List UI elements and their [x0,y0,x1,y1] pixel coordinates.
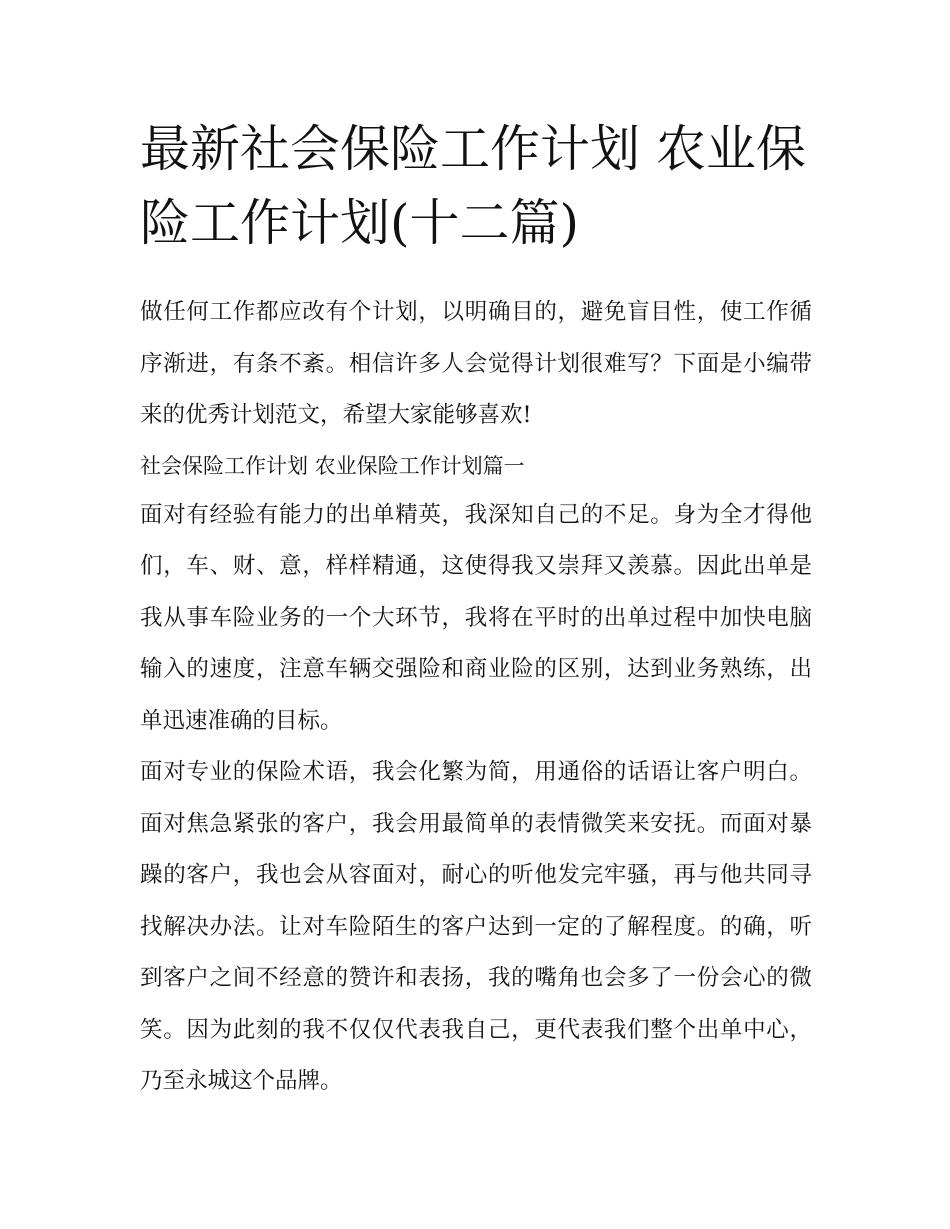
document-page [140,112,812,1108]
body-paragraph-1: 面对有经验有能力的出单精英，我深知自己的不足。身为全才得他们，车、财、意，样样精通，这使得我又崇拜又羡慕。因此出单是我从事车险业务的一个大环节，我将在平时的出单过程中加快电脑输入的速度，注意车辆交强险和商业险的区别，达到业务熟练，出单迅速准确的目标。 [140,501,812,734]
section-heading: 社会保险工作计划 农业保险工作计划篇一 [140,453,525,478]
document-title: 最新社会保险工作计划 农业保险工作计划(十二篇) [140,120,806,252]
intro-paragraph: 做任何工作都应改有个计划，以明确目的，避免盲目性，使工作循序渐进，有条不紊。相信许多人会觉得计划很难写？下面是小编带来的优秀计划范文，希望大家能够喜欢! [140,299,812,428]
body-paragraph-2: 面对专业的保险术语，我会化繁为简，用通俗的话语让客户明白。面对焦急紧张的客户，我会用最简单的表情微笑来安抚。而面对暴躁的客户，我也会从容面对，耐心的听他发完牢骚，再与他共同寻找解决办法。让对车险陌生的客户达到一定的了解程度。的确，听到客户之间不经意的赞许和表扬，我的嘴角也会多了一份会心的微笑。因为此刻的我不仅仅代表我自己，更代表我们整个出单中心，乃至永城这个品牌。 [140,759,812,1094]
